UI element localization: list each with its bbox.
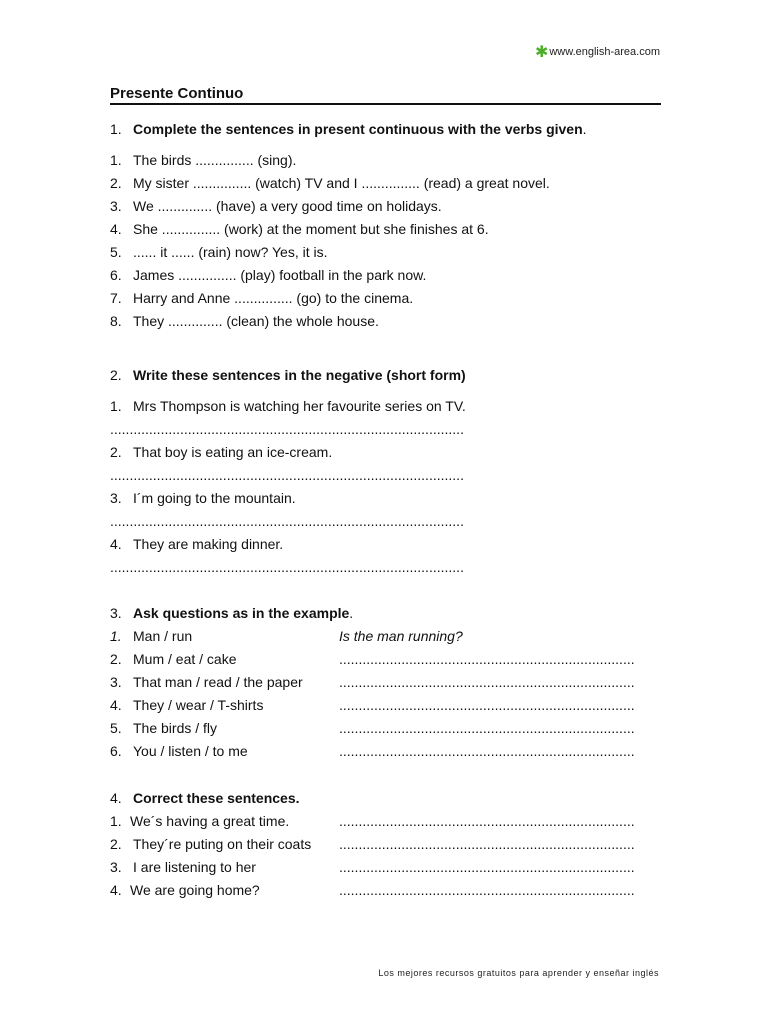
answer-line[interactable]: ............................................................................: [339, 697, 635, 713]
site-header: [510, 42, 660, 62]
list-item: 4. We are going home?: [110, 882, 260, 898]
answer-line[interactable]: ............................................................................: [339, 674, 635, 690]
answer-line[interactable]: ............................................................................: [339, 836, 635, 852]
footer-tagline: Los mejores recursos gratuitos para aprender y enseñar inglés: [378, 968, 659, 978]
list-item: 4. They / wear / T-shirts: [110, 697, 264, 713]
list-item: 1. The birds ............... (sing).: [110, 152, 297, 168]
answer-line[interactable]: ...........................................................................................: [110, 467, 464, 483]
list-item: 2. My sister ............... (watch) TV and I ............... (read) a great novel.: [110, 175, 550, 191]
list-item: 3. I are listening to her: [110, 859, 256, 875]
exercise-4-heading: 4. Correct these sentences.: [110, 790, 300, 806]
example-item: 1. Man / run: [110, 628, 193, 644]
list-item: 6. You / listen / to me: [110, 743, 248, 759]
exercise-4-instruction: Correct these sentences.: [133, 790, 300, 806]
list-item: 6. James ............... (play) football in the park now.: [110, 267, 427, 283]
answer-line[interactable]: ...........................................................................................: [110, 421, 464, 437]
answer-line[interactable]: ...........................................................................................: [110, 559, 464, 575]
list-item: 5. ...... it ...... (rain) now? Yes, it is.: [110, 244, 328, 260]
exercise-3-instruction: Ask questions as in the example: [133, 605, 350, 621]
site-url: www.english-area.com: [549, 46, 660, 58]
answer-line[interactable]: ............................................................................: [339, 882, 635, 898]
star-icon: ✱: [534, 44, 549, 61]
list-item: 1. Mrs Thompson is watching her favourite series on TV.: [110, 398, 466, 414]
list-item: 3. I´m going to the mountain.: [110, 490, 296, 506]
list-item: 7. Harry and Anne ............... (go) to the cinema.: [110, 290, 414, 306]
list-item: 5. The birds / fly: [110, 720, 218, 736]
list-item: 3. That man / read / the paper: [110, 674, 303, 690]
answer-line[interactable]: ............................................................................: [339, 813, 635, 829]
answer-line[interactable]: ............................................................................: [339, 743, 635, 759]
exercise-1-heading: 1. Complete the sentences in present continuous with the verbs given.: [110, 121, 587, 137]
answer-line[interactable]: ...........................................................................................: [110, 513, 464, 529]
list-item: 4. She ............... (work) at the moment but she finishes at 6.: [110, 221, 489, 237]
list-item: 1. We´s having a great time.: [110, 813, 290, 829]
example-answer: Is the man running?: [339, 628, 463, 644]
page-title: Presente Continuo: [110, 85, 661, 105]
list-item: 2. They´re puting on their coats: [110, 836, 312, 852]
answer-line[interactable]: ............................................................................: [339, 651, 635, 667]
exercise-1-instruction: Complete the sentences in present continuous with the verbs given: [133, 121, 583, 137]
exercise-2-instruction: Write these sentences in the negative (short form): [133, 367, 466, 383]
exercise-3-heading: 3. Ask questions as in the example.: [110, 605, 354, 621]
answer-line[interactable]: ............................................................................: [339, 720, 635, 736]
list-item: 8. They .............. (clean) the whole house.: [110, 313, 379, 329]
answer-line[interactable]: ............................................................................: [339, 859, 635, 875]
list-item: 2. That boy is eating an ice-cream.: [110, 444, 333, 460]
list-item: 4. They are making dinner.: [110, 536, 284, 552]
exercise-2-heading: 2. Write these sentences in the negative (short form): [110, 367, 466, 383]
list-item: 2. Mum / eat / cake: [110, 651, 237, 667]
list-item: 3. We .............. (have) a very good time on holidays.: [110, 198, 442, 214]
